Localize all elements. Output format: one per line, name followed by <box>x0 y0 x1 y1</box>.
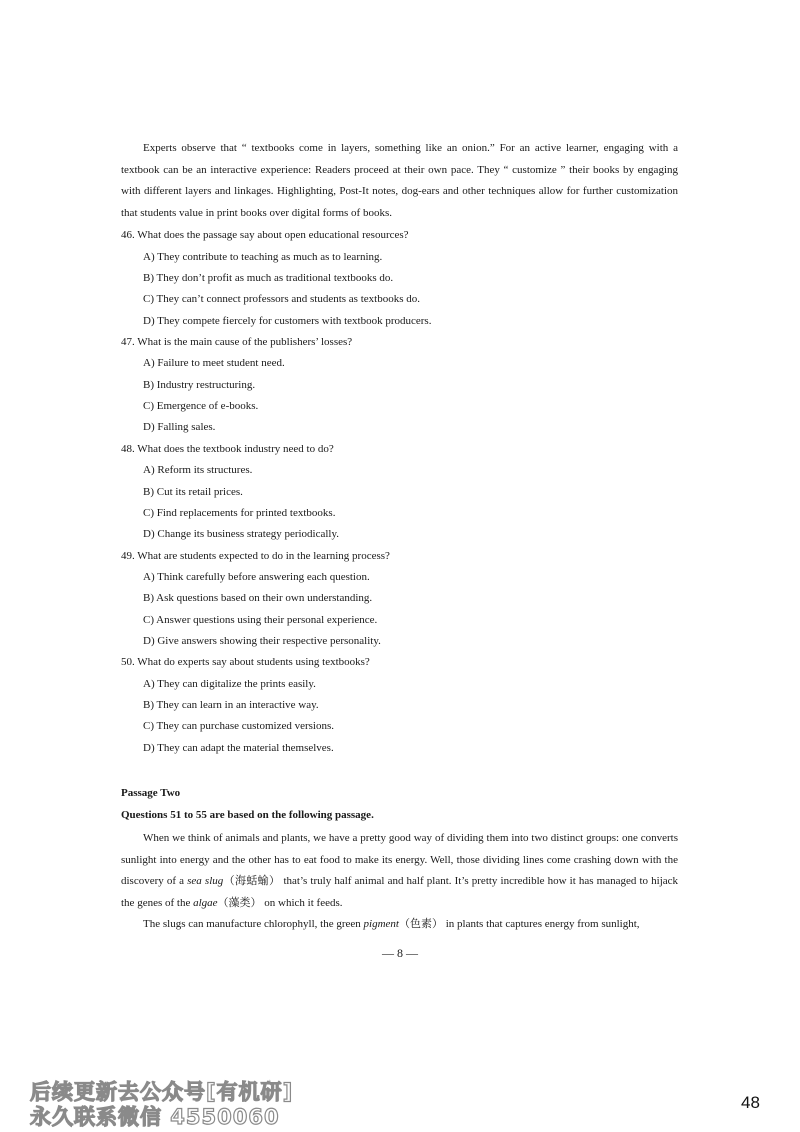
option-46d: D) They compete fiercely for customers with textbook producers. <box>143 315 432 327</box>
question-47: 47. What is the main cause of the publishers’ losses? <box>121 336 353 348</box>
question-46: 46. What does the passage say about open educational resources? <box>121 229 409 241</box>
option-47d: D) Falling sales. <box>143 421 216 433</box>
option-47b: B) Industry restructuring. <box>143 379 256 391</box>
option-46b: B) They don’t profit as much as traditional textbooks do. <box>143 272 394 284</box>
passage-two-paragraph-2: The slugs can manufacture chlorophyll, the green pigment（色素） in plants that captures energy from sunlight, <box>143 918 640 930</box>
term-algae: algae <box>193 896 218 909</box>
option-50a: A) They can digitalize the prints easily. <box>143 678 316 690</box>
page-number: 48 <box>741 1093 760 1112</box>
term-sea-slug: sea slug <box>187 875 224 887</box>
watermark-line-2: 永久联系微信 4550060 <box>30 1105 280 1129</box>
option-48b: B) Cut its retail prices. <box>143 486 243 498</box>
question-48: 48. What does the textbook industry need to do? <box>121 443 334 455</box>
option-47a: A) Failure to meet student need. <box>143 357 285 369</box>
option-48d: D) Change its business strategy periodically. <box>143 528 340 540</box>
option-49a: A) Think carefully before answering each question. <box>143 571 370 583</box>
question-50: 50. What do experts say about students using textbooks? <box>121 656 370 668</box>
passage-one-paragraph: Experts observe that “ textbooks come in layers, something like an onion.” For an active learner, engaging with a textbook can be an interactive experience: Readers proceed at their own pace. They “ customize ” their books by engaging with different layers and linkages. Highlighting, Post-It notes, dog-ears and other techniques allow for further customization that students value in print books over digital forms of books. <box>121 142 678 219</box>
option-50b: B) They can learn in an interactive way. <box>143 699 319 711</box>
page-marker: — 8 — <box>382 946 418 960</box>
option-49c: C) Answer questions using their personal experience. <box>143 614 378 626</box>
option-48a: A) Reform its structures. <box>143 464 253 476</box>
term-pigment: pigment <box>363 918 399 930</box>
option-46c: C) They can’t connect professors and students as textbooks do. <box>143 293 420 305</box>
option-47c: C) Emergence of e-books. <box>143 400 259 412</box>
passage-two-instruction: Questions 51 to 55 are based on the following passage. <box>121 809 374 821</box>
option-50c: C) They can purchase customized versions. <box>143 720 335 732</box>
option-50d: D) They can adapt the material themselves. <box>143 742 334 754</box>
option-49b: B) Ask questions based on their own understanding. <box>143 592 373 604</box>
option-48c: C) Find replacements for printed textbooks. <box>143 507 336 519</box>
option-49d: D) Give answers showing their respective personality. <box>143 635 381 647</box>
question-49: 49. What are students expected to do in the learning process? <box>121 550 390 562</box>
passage-two-paragraph-1: When we think of animals and plants, we have a pretty good way of dividing them into two distinct groups: one converts sunlight into energy and the other has to eat food to make its energy. Well, those dividing lines come crashing down with the discovery of a sea slug（海蛞蝓） that’s truly half animal and half plant. It’s pretty incredible how it has managed to hijack the genes of the algae（藻类） on which it feeds. <box>121 832 679 909</box>
passage-two-heading: Passage Two <box>121 787 181 799</box>
watermark-line-1: 后续更新去公众号[有机研] <box>30 1080 294 1104</box>
option-46a: A) They contribute to teaching as much as to learning. <box>143 251 383 263</box>
